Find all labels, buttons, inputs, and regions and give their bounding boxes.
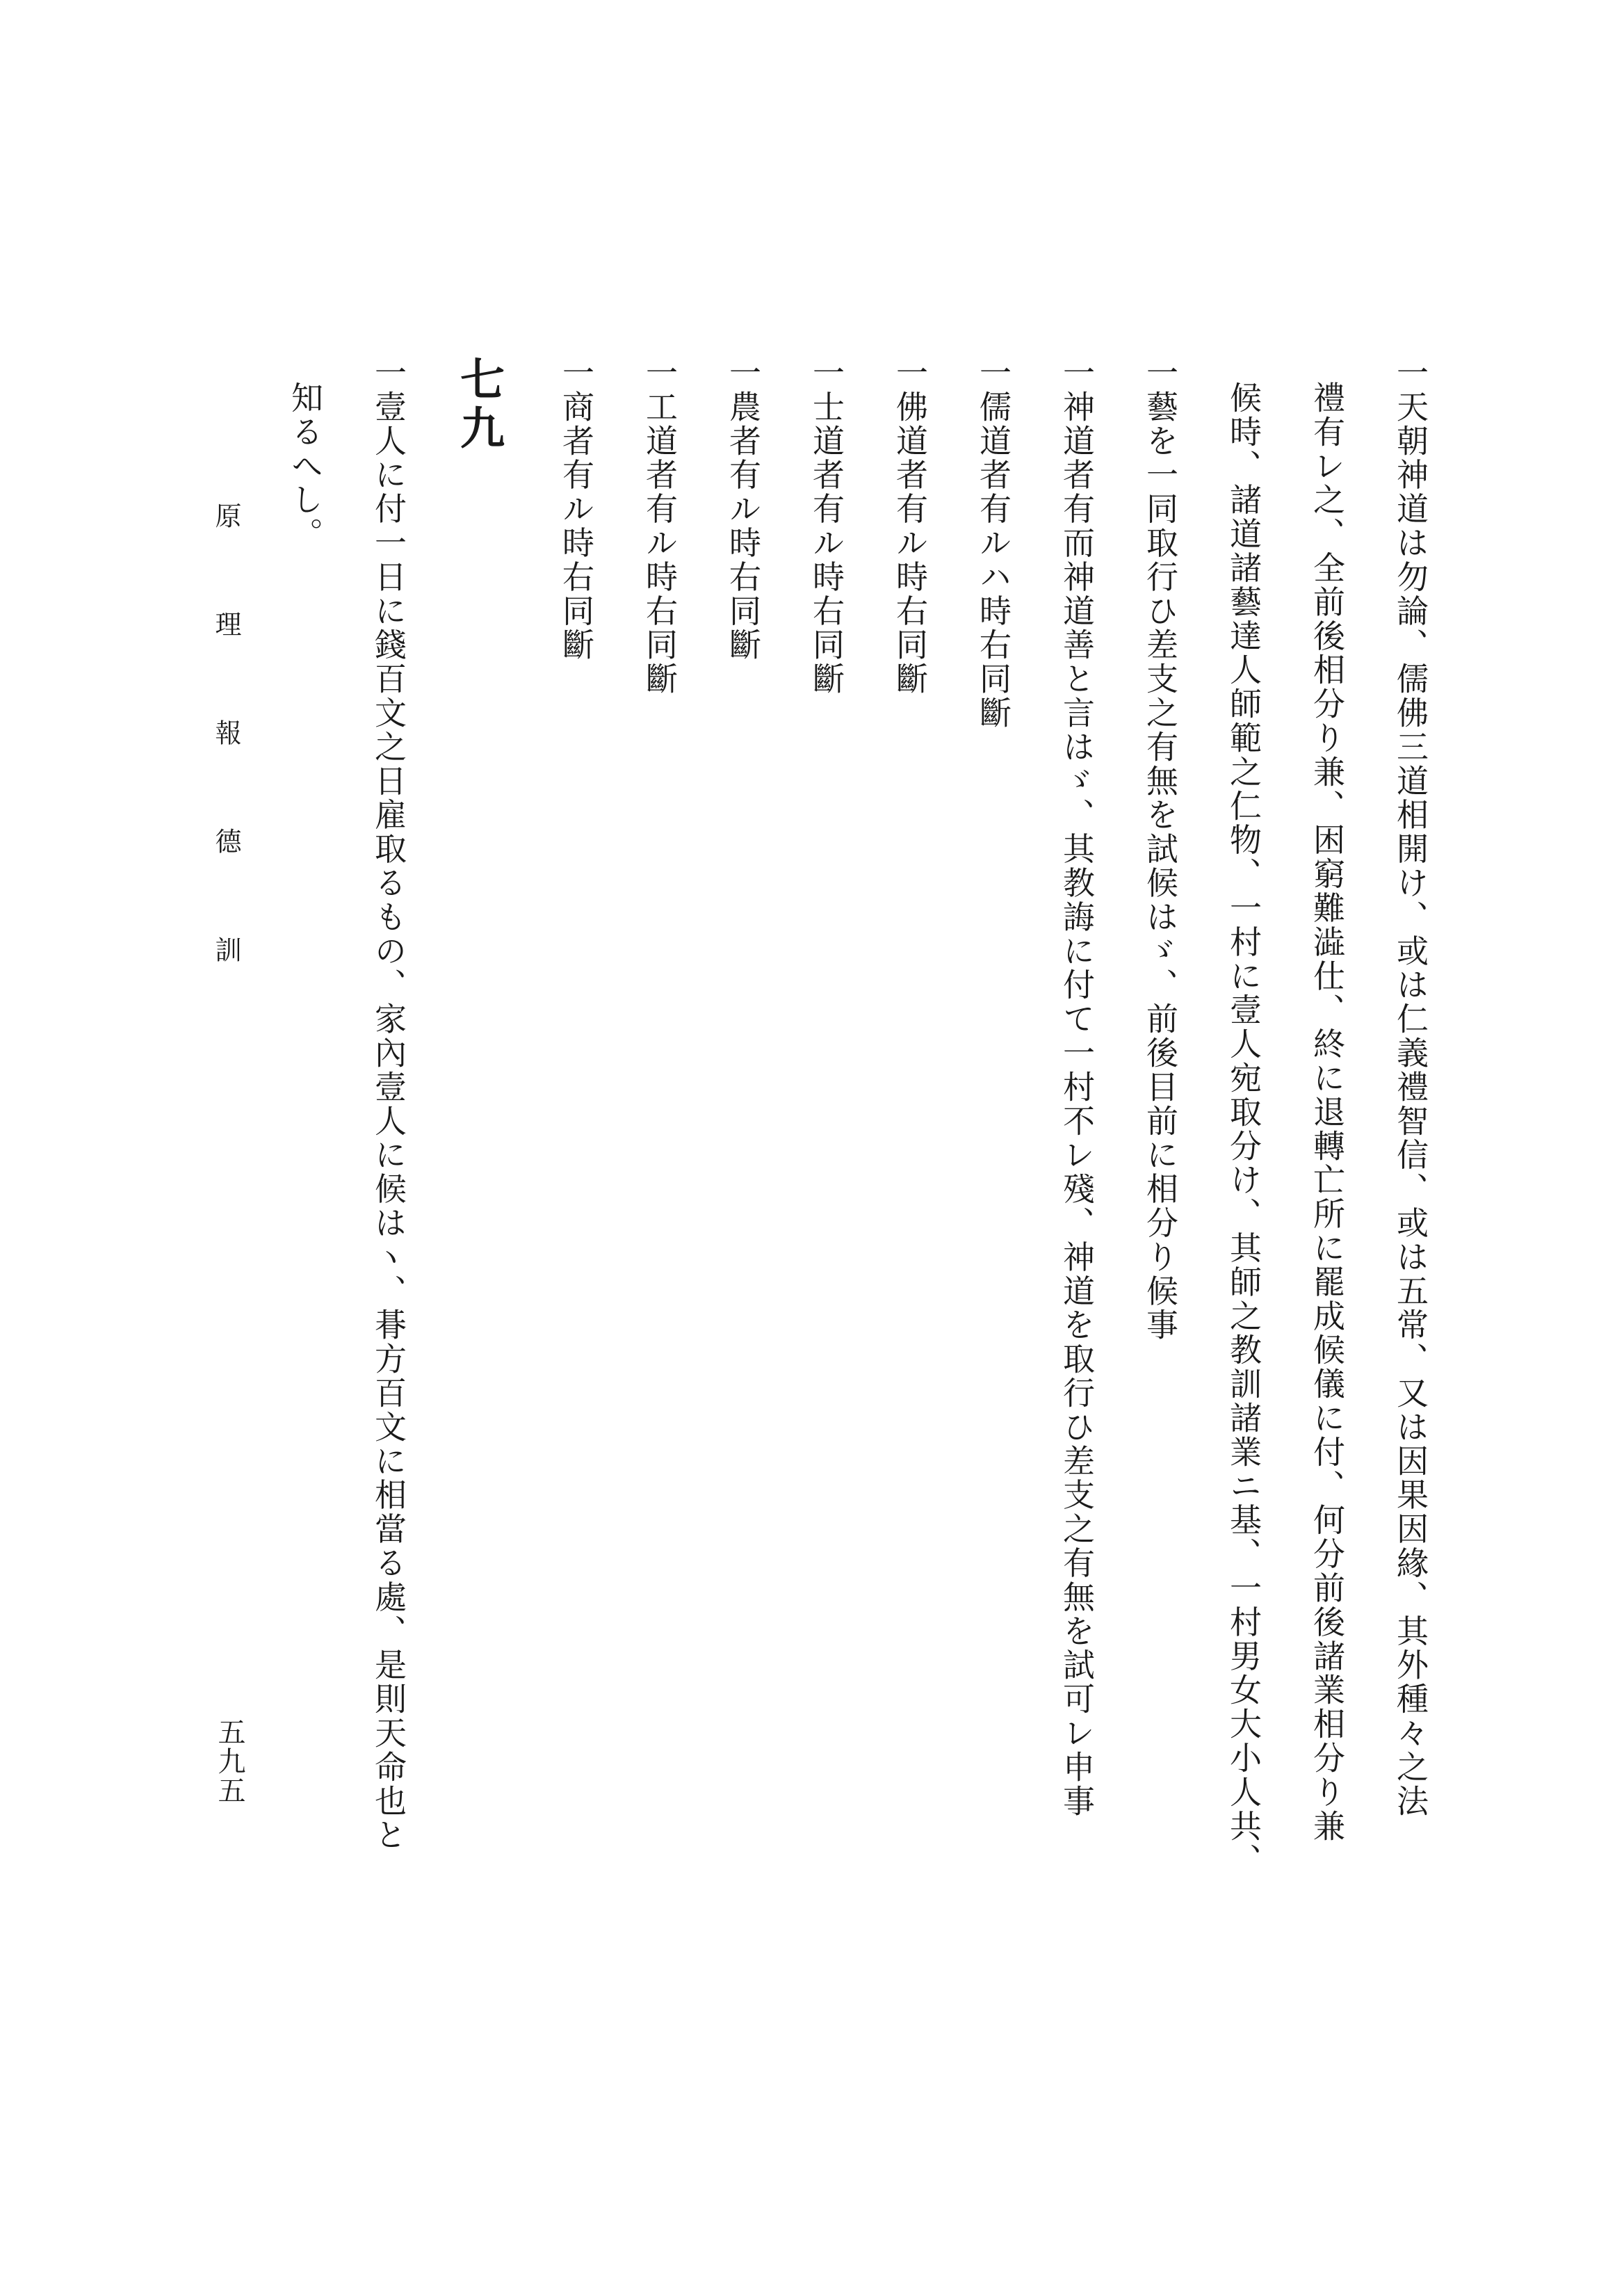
text-column: 一商者有ル時右同斷 [558,356,595,663]
text-column: 一農者有ル時右同斷 [724,356,762,663]
text-column: 知るへし。 [286,381,324,551]
text-column: 一士道者有ル時右同斷 [808,356,845,696]
text-column: 禮有レ之、全前後相分り兼、困窮難澁仕、終に退轉亡所に罷成候儀に付、何分前後諸業相分り兼 [1308,381,1346,1843]
running-head: 原 理 報 德 訓 [211,502,241,990]
text-column: 一神道者有而神道善と言はゞ、其教誨に付て一村不レ殘、神道を取行ひ差支之有無を試可レ申事 [1058,356,1096,1818]
text-column: 一天朝神道は勿論、儒佛三道相開け、或は仁義禮智信、或は五常、又は因果因緣、其外種々之法 [1392,356,1429,1818]
text-column: 候時、諸道諸藝達人師範之仁物、一村に壹人宛取分け、其師之教訓諸業ニ基、一村男女大小人共、 [1225,381,1262,1878]
text-column: 一藝を一同取行ひ差支之有無を試候はゞ、前後目前に相分り候事 [1142,356,1179,1343]
text-column: 一工道者有ル時右同斷 [641,356,679,696]
text-column: 一佛道者有ル時右同斷 [891,356,929,696]
text-column: 一儒道者有ルハ時右同斷 [975,356,1012,730]
text-column: 一壹人に付一日に錢百文之日雇取るもの、家內壹人に候はヽ、朞方百文に相當る處、是則天命也と [370,356,407,1853]
page-number: 五九五 [213,1718,245,1805]
section-number: 七九 [453,356,505,453]
